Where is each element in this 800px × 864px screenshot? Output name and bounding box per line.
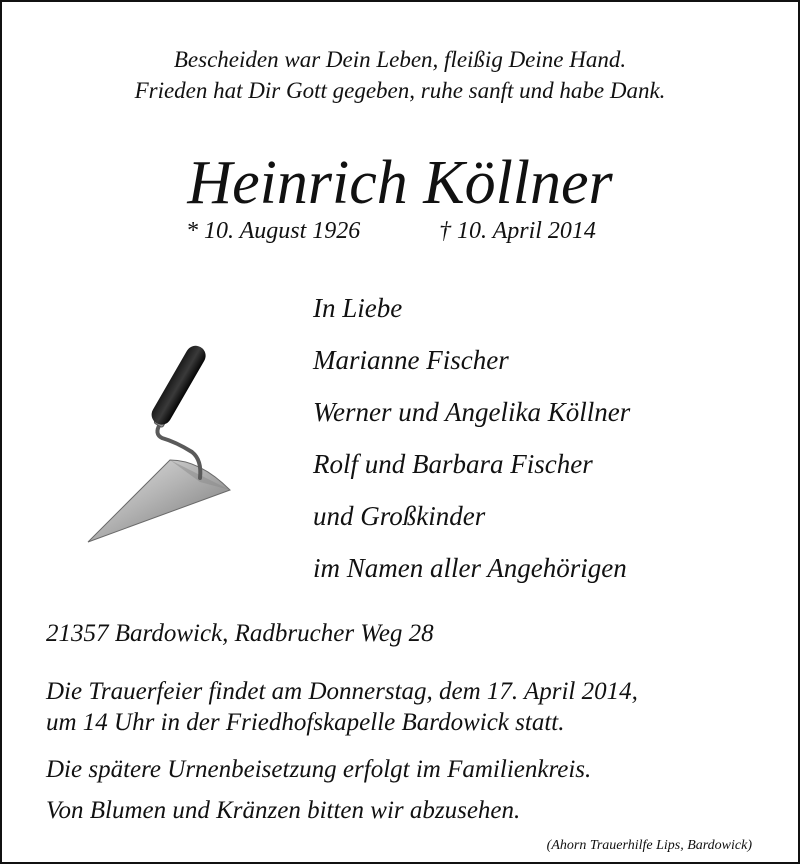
deceased-name: Heinrich Köllner [187, 149, 613, 217]
birth-date: * 10. August 1926 [186, 218, 361, 244]
mourner-line: In Liebe [313, 293, 403, 323]
ceremony-notice [46, 676, 638, 738]
verse-line-1: Bescheiden war Dein Leben, fleißig Deine Hand. [173, 47, 627, 72]
life-dates [2, 218, 798, 252]
verse [2, 44, 798, 106]
urn-notice: Die spätere Urnenbeisetzung erfolgt im Familienkreis. [46, 756, 592, 783]
mourner-line: Marianne Fischer [313, 345, 509, 375]
death-date: † 10. April 2014 [439, 218, 596, 244]
ceremony-line-1: Die Trauerfeier findet am Donnerstag, dem 17. April 2014, [46, 678, 638, 705]
mourner-line: Werner und Angelika Köllner [313, 397, 631, 427]
funeral-home-credit: (Ahorn Trauerhilfe Lips, Bardowick) [546, 838, 752, 853]
mourners-list [313, 286, 630, 598]
mourner-line: im Namen aller Angehörigen [313, 553, 627, 583]
verse-line-2: Frieden hat Dir Gott gegeben, ruhe sanft und habe Dank. [134, 78, 666, 103]
address: 21357 Bardowick, Radbrucher Weg 28 [46, 620, 434, 647]
mourner-line: Rolf und Barbara Fischer [313, 449, 593, 479]
ceremony-line-2: um 14 Uhr in der Friedhofskapelle Bardowick statt. [46, 709, 565, 736]
trowel-icon [80, 342, 240, 552]
flowers-notice: Von Blumen und Kränzen bitten wir abzusehen. [46, 797, 521, 824]
mourner-line: und Großkinder [313, 501, 486, 531]
